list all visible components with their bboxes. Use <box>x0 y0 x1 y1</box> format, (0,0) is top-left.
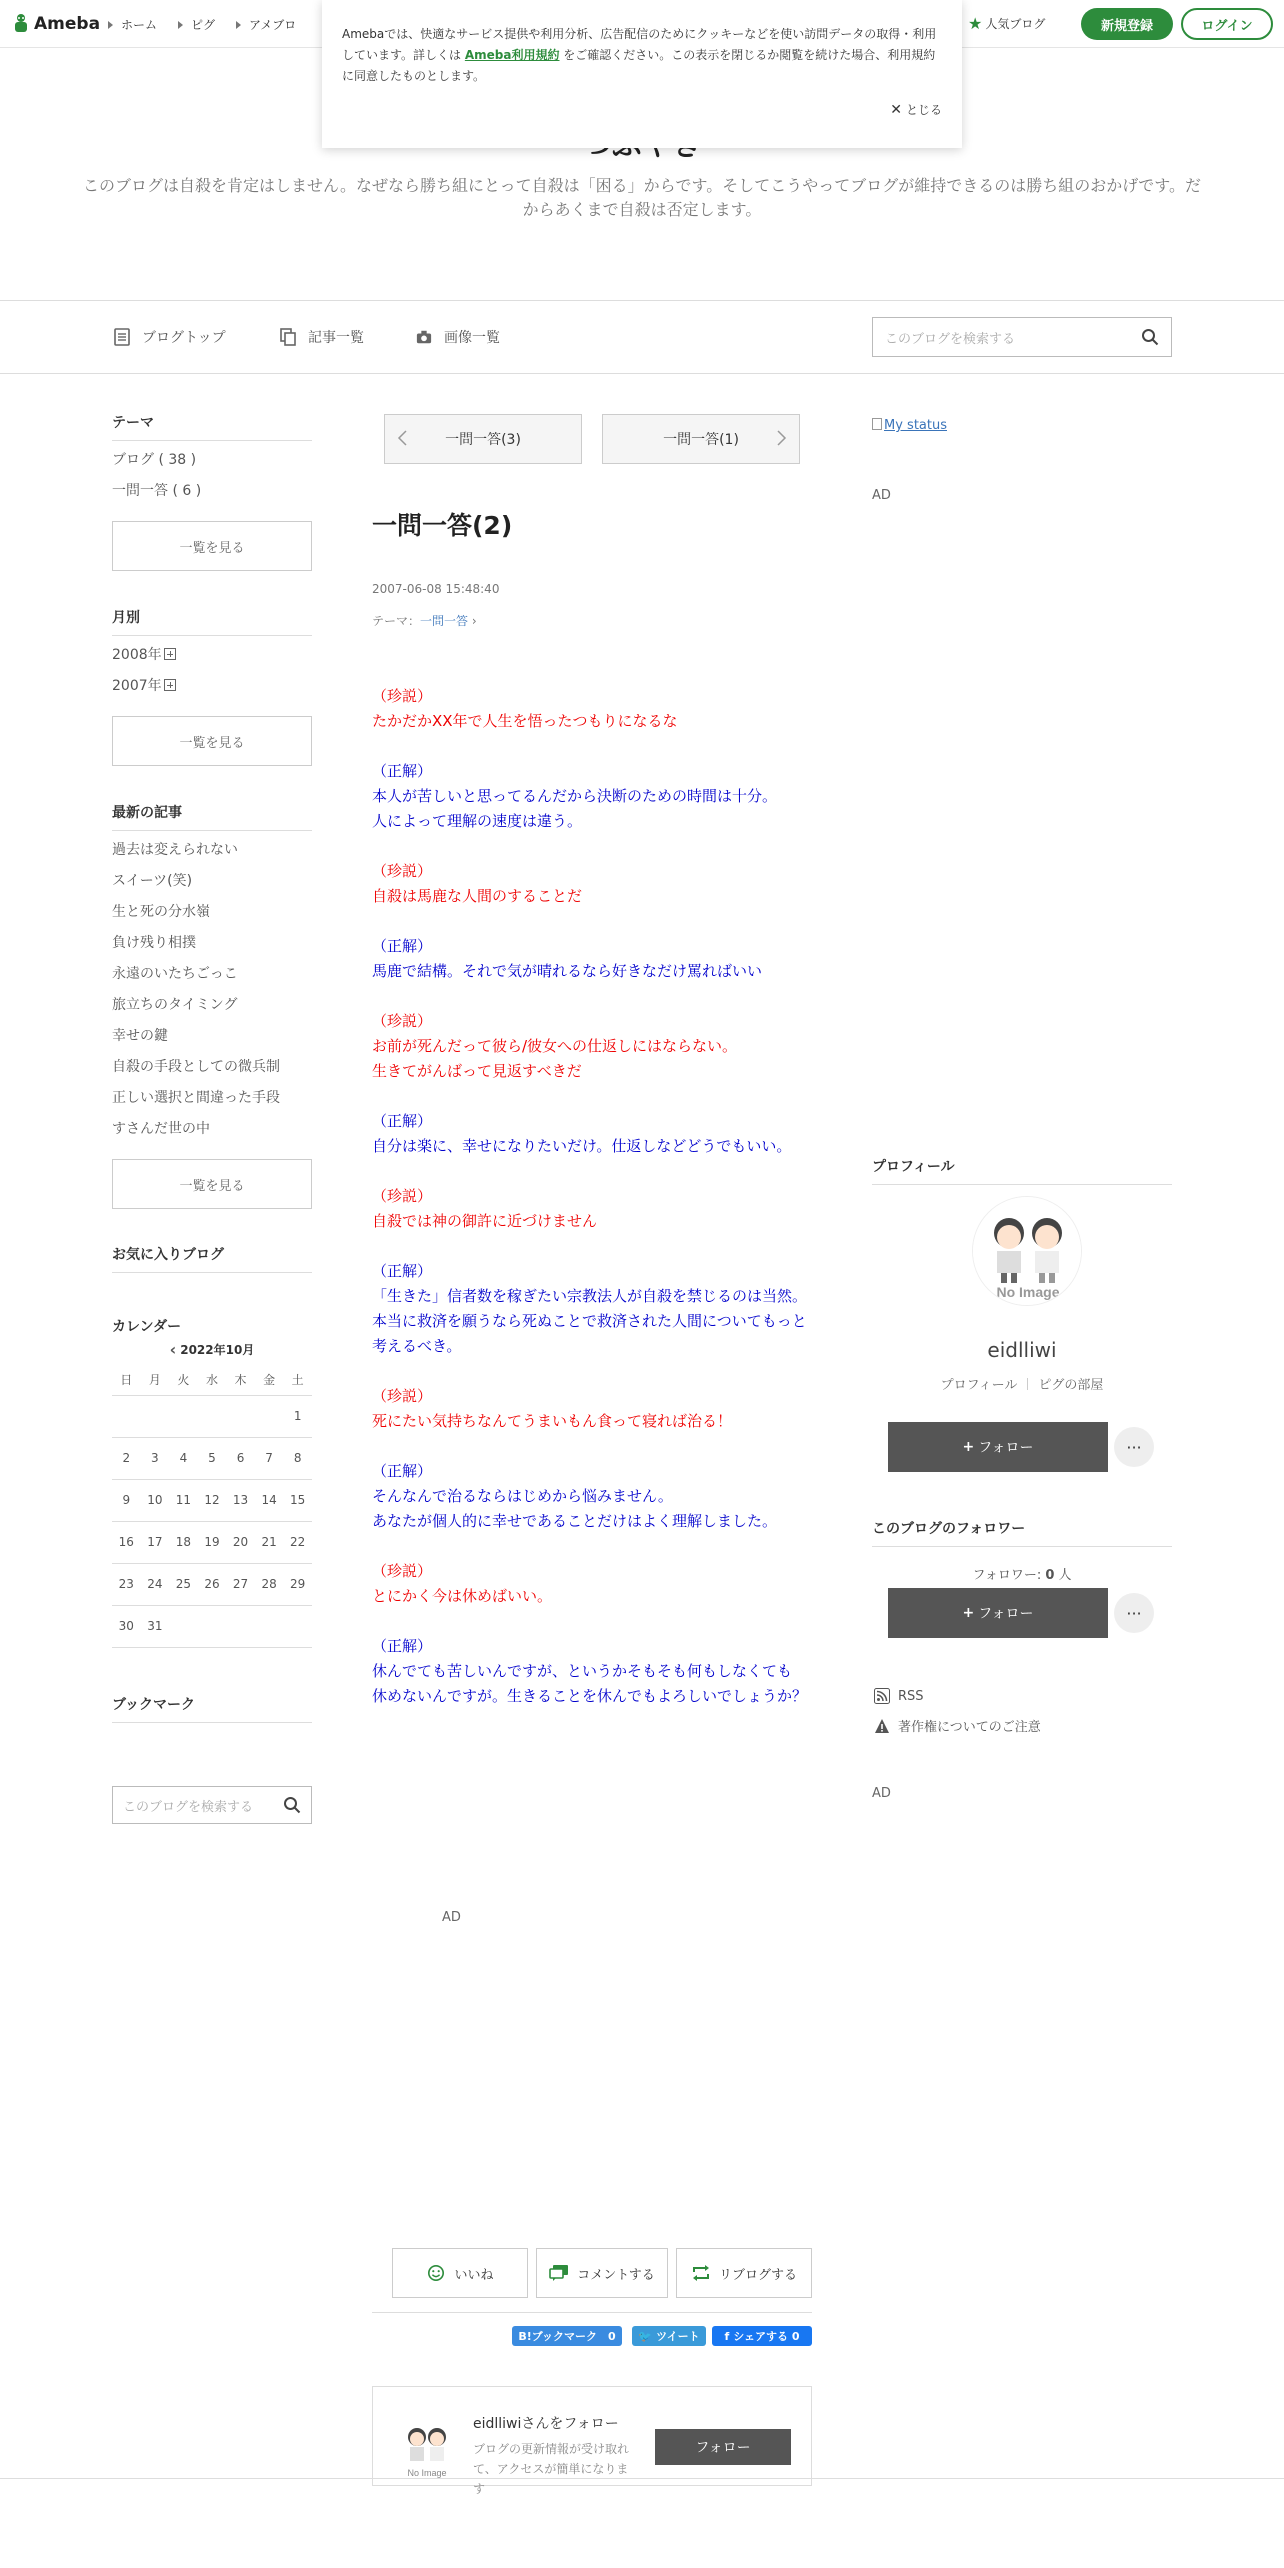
calendar-week <box>112 1521 312 1563</box>
copyright-label: 著作権についてのご注意 <box>898 1720 1041 1735</box>
day-cell <box>255 1605 284 1647</box>
image-list-link[interactable] <box>416 327 500 347</box>
entry-line: 考えるべき。 <box>372 1337 462 1355</box>
entry-line: たかだかXX年で人生を悟ったつもりになるな <box>372 712 678 730</box>
theme-link[interactable]: 一問一答 <box>420 614 469 628</box>
dow-cell: 日 <box>112 1365 141 1395</box>
comment-label: コメントする <box>577 2267 655 2283</box>
calendar <box>112 1316 312 1648</box>
day-cell: 1 <box>283 1395 312 1437</box>
day-cell <box>112 1395 141 1437</box>
follow-card-name: eidlliwiさんをフォロー <box>473 2416 619 2432</box>
chevron-right-icon: › <box>468 614 477 628</box>
recent-entry-link[interactable]: 生と死の分水嶺 <box>112 904 210 920</box>
day-cell: 12 <box>198 1479 227 1521</box>
day-cell <box>255 1395 284 1437</box>
arrow-right-icon <box>178 21 183 29</box>
day-cell <box>226 1395 255 1437</box>
answer-paragraph <box>372 934 812 984</box>
search-icon[interactable] <box>1141 328 1159 346</box>
followers-follow-button[interactable] <box>888 1588 1108 1638</box>
warning-icon <box>874 1718 890 1734</box>
recent-entry-link[interactable]: 幸せの鍵 <box>112 1028 168 1044</box>
answer-paragraph <box>372 1109 812 1159</box>
gnav-ameblo-link[interactable] <box>236 16 296 33</box>
answer-paragraph <box>372 1459 812 1534</box>
terms-link[interactable]: Ameba利用規約 <box>464 48 560 62</box>
more-button[interactable]: ··· <box>1114 1427 1154 1467</box>
reblog-button[interactable] <box>676 2248 812 2298</box>
register-button[interactable]: 新規登録 <box>1081 8 1173 40</box>
next-entry-button[interactable] <box>602 414 800 464</box>
like-label: いいね <box>454 2267 494 2283</box>
calendar-heading: カレンダー <box>112 1319 182 1335</box>
cookie-notice <box>322 0 962 148</box>
more-button[interactable]: ··· <box>1114 1593 1154 1633</box>
day-cell: 26 <box>198 1563 227 1605</box>
profile-follow-button[interactable] <box>888 1422 1108 1472</box>
day-cell: 31 <box>141 1605 170 1647</box>
comment-icon <box>549 2264 569 2282</box>
day-cell <box>198 1395 227 1437</box>
tweet-button[interactable] <box>632 2326 706 2346</box>
popular-blog-link[interactable] <box>968 14 1045 33</box>
gnav-home-label: ホーム <box>121 18 158 32</box>
divider <box>372 2312 812 2313</box>
followers-label: フォロワー: <box>972 1568 1046 1583</box>
dow-cell: 月 <box>141 1365 170 1395</box>
recent-see-all-button[interactable]: 一覧を見る <box>112 1159 312 1209</box>
entry-line: 本人が苦しいと思ってるんだから決断のための時間は十分。 <box>372 787 778 805</box>
dow-cell: 木 <box>226 1365 255 1395</box>
follow-card-description: ブログの更新情報が受け取れて、アクセスが簡単になります <box>473 2442 630 2496</box>
profile-link[interactable]: プロフィール <box>940 1378 1018 1393</box>
day-cell: 7 <box>255 1437 284 1479</box>
entry-line: 馬鹿で結構。それで気が晴れるなら好きなだけ罵ればいい <box>372 962 763 980</box>
follow-button[interactable]: フォロー <box>655 2429 791 2465</box>
rss-label: RSS <box>898 1688 924 1704</box>
day-cell: 14 <box>255 1479 284 1521</box>
like-button[interactable] <box>392 2248 528 2298</box>
entry-line: （珍説） <box>372 1012 433 1030</box>
expand-icon[interactable] <box>164 679 176 691</box>
blog-search-input[interactable] <box>872 317 1172 357</box>
day-cell: 5 <box>198 1437 227 1479</box>
day-cell: 17 <box>141 1521 170 1563</box>
answer-paragraph <box>372 1259 812 1359</box>
day-cell <box>141 1395 170 1437</box>
entry-line: 自殺は馬鹿な人間のすることだ <box>372 887 583 905</box>
entry-line: 人によって理解の速度は違う。 <box>372 812 583 830</box>
entry-line: （珍説） <box>372 862 433 880</box>
chevron-right-icon <box>773 430 789 446</box>
profile-name[interactable]: eidlliwi <box>987 1338 1057 1362</box>
divider <box>1027 1378 1028 1390</box>
ad-label: AD <box>442 1910 461 1925</box>
day-cell: 6 <box>226 1437 255 1479</box>
day-cell: 29 <box>283 1563 312 1605</box>
entry-line: あなたが個人的に幸せであることだけはよく理解しました。 <box>372 1512 778 1530</box>
entry-line: 自分は楽に、幸せになりたいだけ。仕返しなどどうでもいい。 <box>372 1137 792 1155</box>
dow-cell: 土 <box>283 1365 312 1395</box>
calendar-week <box>112 1479 312 1521</box>
theme-see-all-button[interactable]: 一覧を見る <box>112 521 312 571</box>
image-list-label: 画像一覧 <box>444 330 500 346</box>
entry-line: とにかく今は休めばいい。 <box>372 1587 553 1605</box>
entry-body <box>372 684 812 1734</box>
facebook-icon: f <box>724 2329 730 2343</box>
answer-paragraph <box>372 759 812 834</box>
smile-icon <box>426 2264 446 2282</box>
reblog-icon <box>691 2264 711 2282</box>
day-cell <box>226 1605 255 1647</box>
search-placeholder: このブログを検索する <box>885 331 1016 347</box>
day-cell: 3 <box>141 1437 170 1479</box>
answer-paragraph <box>372 1634 812 1709</box>
day-cell: 15 <box>283 1479 312 1521</box>
star-icon: ★ <box>968 14 983 33</box>
day-cell: 25 <box>169 1563 198 1605</box>
day-cell: 30 <box>112 1605 141 1647</box>
followers-count <box>872 1564 1172 1583</box>
my-status-image[interactable] <box>872 418 947 433</box>
theme-item[interactable]: ブログ ( 38 ) <box>112 452 197 468</box>
follow-label: フォロー <box>978 1606 1034 1622</box>
entry-line: （正解） <box>372 937 433 955</box>
entry-line: お前が死んだって彼ら/彼女への仕返しにはならない。 <box>372 1037 738 1055</box>
recent-entries-section <box>112 802 312 1209</box>
favorite-heading: お気に入りブログ <box>112 1244 312 1273</box>
day-cell: 23 <box>112 1563 141 1605</box>
theme-heading: テーマ <box>112 412 312 441</box>
gnav-ameblo-label: アメブロ <box>249 18 297 32</box>
ameba-logo-icon <box>12 13 30 35</box>
calendar-week <box>112 1605 312 1647</box>
reblog-label: リブログする <box>718 2267 797 2283</box>
calendar-week <box>112 1395 312 1437</box>
recent-entry-link[interactable]: 自殺の手段としての微兵制 <box>112 1059 280 1075</box>
followers-heading: このブログのフォロワー <box>872 1518 1172 1547</box>
myth-paragraph <box>372 1184 812 1234</box>
calendar-month-label: 2022年10月 <box>180 1343 255 1357</box>
month-label: 2007年 <box>112 678 162 694</box>
entry-line: （珍説） <box>372 1387 433 1405</box>
calendar-dow-row <box>112 1365 312 1395</box>
month-item[interactable] <box>112 640 312 671</box>
share-label: シェアする 0 <box>733 2330 800 2343</box>
cookie-close-label: とじる <box>905 103 942 117</box>
recent-entry-link[interactable]: 負け残り相撲 <box>112 935 196 951</box>
theme-item[interactable]: 一問一答 ( 6 ) <box>112 483 202 499</box>
svg-text:No Image: No Image <box>407 2468 447 2478</box>
tweet-label: ツイート <box>656 2330 700 2343</box>
day-cell: 16 <box>112 1521 141 1563</box>
day-cell: 19 <box>198 1521 227 1563</box>
my-status-label: My status <box>884 418 947 433</box>
day-cell: 22 <box>283 1521 312 1563</box>
profile-avatar[interactable] <box>972 1196 1082 1306</box>
no-image-avatar <box>397 2419 457 2479</box>
plus-icon: + <box>962 1439 975 1455</box>
calendar-table <box>112 1365 312 1648</box>
twitter-icon: 🐦 <box>638 2329 653 2343</box>
follow-card <box>372 2386 812 2496</box>
day-cell: 18 <box>169 1521 198 1563</box>
pig-room-link[interactable]: ピグの部屋 <box>1038 1378 1104 1393</box>
month-label: 2008年 <box>112 647 162 663</box>
entry-line: 「生きた」信者数を稼ぎたい宗教法人が自殺を禁じるのは当然。 <box>372 1287 808 1305</box>
entry-line: （正解） <box>372 1112 433 1130</box>
day-cell: 13 <box>226 1479 255 1521</box>
prev-entry-label: 一問一答(3) <box>445 432 521 448</box>
monthly-section <box>112 607 312 766</box>
myth-paragraph <box>372 1009 812 1084</box>
entry-line: （珍説） <box>372 687 433 705</box>
entry-list-link[interactable] <box>280 327 364 347</box>
rss-link[interactable] <box>874 1688 924 1704</box>
logo-text: Ameba <box>34 14 101 34</box>
recent-entry-link[interactable]: 旅立ちのタイミング <box>112 997 238 1013</box>
entry-line: 死にたい気持ちなんてうまいもん食って寝れば治る！ <box>372 1412 733 1430</box>
cookie-text-before: Amebaでは、快適なサービス提供や利用分析、広告配信のためにクッキーなどを使い訪問データの取得・利用しています。詳しくは <box>342 27 937 62</box>
entry-list-label: 記事一覧 <box>308 330 364 346</box>
day-cell <box>169 1395 198 1437</box>
day-cell: 11 <box>169 1479 198 1521</box>
entry-date: 2007-06-08 15:48:40 <box>372 582 500 596</box>
day-cell: 4 <box>169 1437 198 1479</box>
theme-label: テーマ： <box>372 614 421 628</box>
no-image-avatar <box>973 1197 1082 1306</box>
document-icon <box>114 328 130 346</box>
blog-nav <box>0 300 1284 374</box>
recent-entry-link[interactable]: 過去は変えられない <box>112 842 238 858</box>
entry-line: 本当に救済を願うなら死ぬことで救済された人間についてもっと <box>372 1312 807 1330</box>
day-cell: 24 <box>141 1563 170 1605</box>
arrow-right-icon <box>236 21 241 29</box>
myth-paragraph <box>372 684 812 734</box>
arrow-right-icon <box>108 21 113 29</box>
monthly-heading: 月別 <box>112 607 312 636</box>
entry-line: （正解） <box>372 1462 433 1480</box>
hatena-bookmark-button[interactable]: B!ブックマーク 0 <box>512 2326 622 2346</box>
day-cell: 9 <box>112 1479 141 1521</box>
broken-image-icon <box>872 418 882 430</box>
day-cell: 27 <box>226 1563 255 1605</box>
day-cell: 20 <box>226 1521 255 1563</box>
facebook-share-button[interactable] <box>712 2326 812 2346</box>
entry-line: 自殺では神の御許に近づけません <box>372 1212 598 1230</box>
entry-line: （正解） <box>372 1262 433 1280</box>
cookie-text-after: をご確認ください。この表示を閉じるか閲覧を続けた場合、利用規約に同意したものとします。 <box>342 48 936 83</box>
bookmark-heading: ブックマーク <box>112 1694 312 1723</box>
gnav-pig-link[interactable] <box>178 16 215 33</box>
day-cell: 2 <box>112 1437 141 1479</box>
calendar-week <box>112 1563 312 1605</box>
blog-top-label: ブログトップ <box>142 330 226 346</box>
follow-label: フォロー <box>978 1440 1034 1456</box>
camera-icon <box>416 328 432 346</box>
entry-line: （珍説） <box>372 1187 433 1205</box>
day-cell: 8 <box>283 1437 312 1479</box>
monthly-see-all-button[interactable]: 一覧を見る <box>112 716 312 766</box>
entry-line: （正解） <box>372 1637 433 1655</box>
recent-entry-link[interactable]: 正しい選択と間違った手段 <box>112 1090 280 1106</box>
myth-paragraph <box>372 1559 812 1609</box>
recent-heading: 最新の記事 <box>112 802 312 831</box>
plus-icon: + <box>962 1605 975 1621</box>
entry-line: 休んでても苦しいんですが、というかそもそも何もしなくても <box>372 1662 793 1680</box>
entry-line: 生きてがんばって見返すべきだ <box>372 1062 582 1080</box>
entry-line: （正解） <box>372 762 433 780</box>
copyright-notice-link[interactable] <box>874 1716 1041 1735</box>
blog-description: このブログは自殺を肯定はしません。なぜなら勝ち組にとって自殺は「困る」からです。そしてこうやってブログが維持できるのは勝ち組のおかげです。だからあくまで自殺は否定します。 <box>83 176 1201 219</box>
profile-heading: プロフィール <box>872 1156 1172 1185</box>
chevron-left-icon <box>395 430 411 446</box>
dow-cell: 火 <box>169 1365 198 1395</box>
entry-line: そんなんで治るならはじめから悩みません。 <box>372 1487 673 1505</box>
profile-links <box>872 1374 1172 1393</box>
entry-line: （珍説） <box>372 1562 433 1580</box>
gnav-home-link[interactable] <box>108 16 157 33</box>
recent-entry-link[interactable]: すさんだ世の中 <box>112 1121 210 1137</box>
sidebar-search-input[interactable] <box>112 1786 312 1824</box>
next-entry-label: 一問一答(1) <box>663 432 739 448</box>
month-item[interactable] <box>112 671 312 702</box>
gnav-pig-label: ピグ <box>191 18 216 32</box>
ad-label: AD <box>872 488 891 503</box>
day-cell <box>169 1605 198 1647</box>
copy-icon <box>280 328 296 346</box>
day-cell: 28 <box>255 1563 284 1605</box>
day-cell <box>283 1605 312 1647</box>
svg-text:No Image: No Image <box>996 1284 1060 1300</box>
ameba-logo[interactable] <box>12 12 100 36</box>
calendar-week <box>112 1437 312 1479</box>
followers-number: 0 <box>1045 1568 1055 1583</box>
myth-paragraph <box>372 1384 812 1434</box>
expand-icon[interactable] <box>164 648 176 660</box>
day-cell: 10 <box>141 1479 170 1521</box>
entry-line: 休めないんですが。生きることを休んでもよろしいでしょうか？ <box>372 1687 808 1705</box>
day-cell: 21 <box>255 1521 284 1563</box>
dow-cell: 金 <box>255 1365 284 1395</box>
entry-title[interactable]: 一問一答(2) <box>372 511 513 540</box>
prev-entry-button[interactable] <box>384 414 582 464</box>
calendar-month <box>112 1340 312 1359</box>
bookmark-section <box>112 1694 312 1723</box>
search-icon[interactable] <box>283 1796 301 1814</box>
popular-blog-label: 人気ブログ <box>985 17 1046 31</box>
sidebar-search-placeholder: このブログを検索する <box>123 1799 254 1815</box>
rss-icon <box>874 1688 890 1704</box>
favorite-blogs-section <box>112 1244 312 1273</box>
followers-unit: 人 <box>1054 1568 1072 1583</box>
ad-label: AD <box>872 1786 891 1801</box>
cookie-close-button[interactable] <box>890 100 942 121</box>
theme-section <box>112 412 312 571</box>
recent-entry-link[interactable]: スイーツ(笑) <box>112 873 193 889</box>
comment-button[interactable] <box>536 2248 668 2298</box>
chevron-left-icon[interactable]: ‹ <box>169 1340 177 1359</box>
day-cell <box>198 1605 227 1647</box>
myth-paragraph <box>372 859 812 909</box>
footer-divider <box>0 2478 1284 2479</box>
close-icon: ✕ <box>890 102 902 118</box>
blog-top-link[interactable] <box>114 327 226 347</box>
login-button[interactable]: ログイン <box>1181 8 1273 40</box>
entry-theme <box>372 612 477 629</box>
dow-cell: 水 <box>198 1365 227 1395</box>
recent-entry-link[interactable]: 永遠のいたちごっこ <box>112 966 238 982</box>
